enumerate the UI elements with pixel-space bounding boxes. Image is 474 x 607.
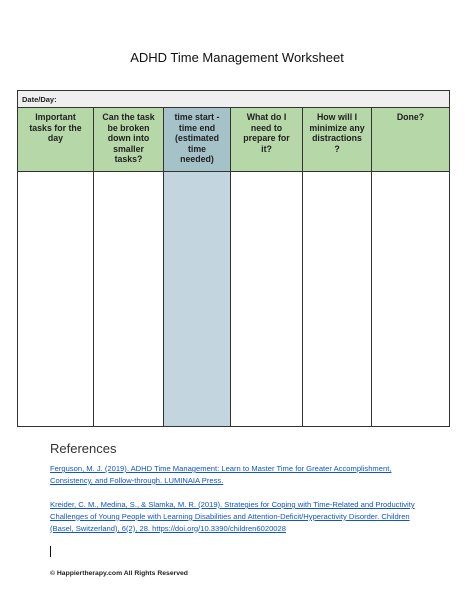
column-entry-area[interactable]: [164, 172, 230, 426]
column-header: time start - time end (estimated time needed): [164, 108, 230, 172]
column-time-estimate: [164, 108, 231, 426]
worksheet-table: [17, 90, 450, 427]
column-header: Done?: [372, 108, 449, 172]
column-header: Important tasks for the day: [18, 108, 93, 172]
column-header: Can the task be broken down into smaller tasks?: [94, 108, 163, 172]
date-row[interactable]: [18, 91, 449, 108]
references-heading: References: [50, 441, 117, 456]
copyright-footer: © Happiertherapy.com All Rights Reserved: [50, 570, 188, 577]
column-header: What do I need to prepare for it?: [231, 108, 302, 172]
column-distractions: [303, 108, 372, 426]
column-entry-area[interactable]: [303, 172, 371, 426]
column-prepare: [231, 108, 303, 426]
date-label: Date/Day:: [22, 95, 57, 104]
reference-link-ferguson[interactable]: Ferguson, M. J. (2019). ADHD Time Management: Learn to Master Time for Greater Accomplishment, Consistency, and Follow-through. LUMINAIA Press.: [50, 464, 392, 485]
column-done: [372, 108, 449, 426]
column-entry-area[interactable]: [231, 172, 302, 426]
reference-link-kreider[interactable]: Kreider, C. M., Medina, S., & Slamka, M. R. (2019). Strategies for Coping with Time-Related and Productivity Challenges of Young People with Learning Disabilities and Attention-Deficit/Hyperactivity Disorder. Children (Basel, Switzerland), 6(2), 28. https://doi.org/10.3390/children6020028: [50, 500, 415, 533]
column-broken-down: [94, 108, 164, 426]
column-entry-area[interactable]: [94, 172, 163, 426]
text-cursor: [50, 546, 51, 557]
column-entry-area[interactable]: [372, 172, 449, 426]
column-important-tasks: [18, 108, 94, 426]
document-title: ADHD Time Management Worksheet: [130, 50, 344, 65]
column-entry-area[interactable]: [18, 172, 93, 426]
column-header: How will I minimize any distractions ?: [303, 108, 371, 172]
